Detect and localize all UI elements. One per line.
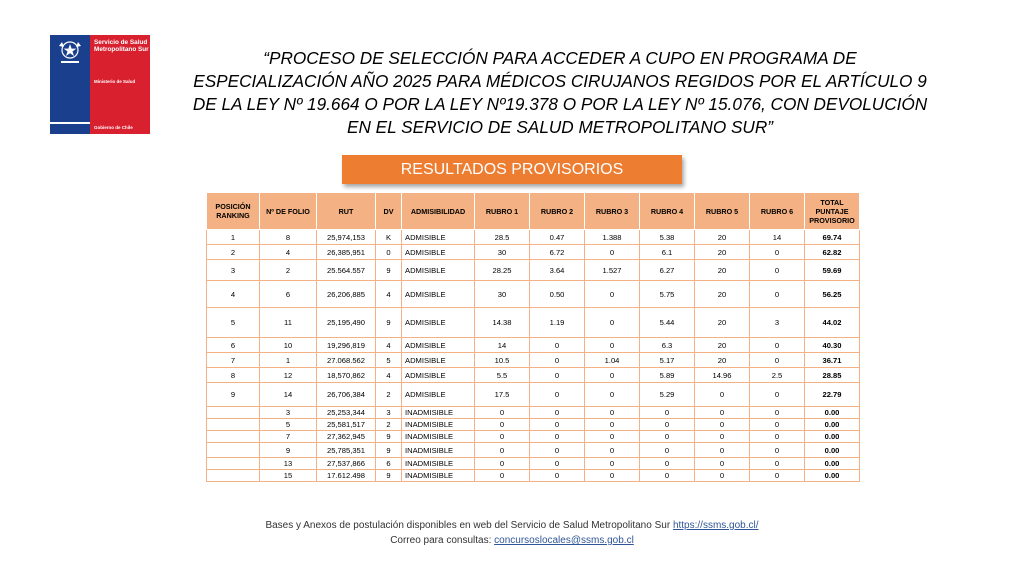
table-cell: 0 [750,383,805,407]
table-cell: 4 [376,338,402,353]
table-cell: 28.85 [805,368,860,383]
footer-contact [0,535,1024,546]
table-cell: INADMISIBLE [402,431,475,443]
table-cell: 26,206,885 [317,281,376,308]
table-cell: 9 [376,470,402,482]
table-cell: 0 [475,470,530,482]
table-cell: 3 [207,260,260,281]
results-banner: RESULTADOS PROVISORIOS [342,155,682,184]
table-cell: 27,537,866 [317,458,376,470]
column-header: ADMISIBILIDAD [402,193,475,230]
table-cell: ADMISIBLE [402,260,475,281]
table-cell: 9 [376,308,402,338]
table-cell: 0 [695,458,750,470]
table-cell: 3.64 [530,260,585,281]
table-cell: 0 [695,407,750,419]
table-cell: INADMISIBLE [402,470,475,482]
table-cell: 0 [750,419,805,431]
table-cell: 0 [640,470,695,482]
table-cell: ADMISIBLE [402,308,475,338]
table-cell: 0.00 [805,419,860,431]
footer-contact-text: Correo para consultas: [390,535,492,546]
table-header-row [207,193,860,230]
table-cell: 28.5 [475,230,530,245]
table-cell: 13 [260,458,317,470]
table-cell: 0 [750,260,805,281]
table-cell: 0 [585,470,640,482]
table-cell: ADMISIBLE [402,353,475,368]
table-cell: 25,785,351 [317,443,376,458]
table-cell: 8 [260,230,317,245]
table-cell: 9 [376,443,402,458]
table-cell: 0 [695,470,750,482]
table-cell: 0 [530,407,585,419]
table-cell: 0 [585,419,640,431]
table-cell: 0 [585,458,640,470]
footer-bases [0,520,1024,531]
coat-of-arms-icon [53,38,87,68]
table-cell: 5.5 [475,368,530,383]
table-cell: 0 [475,431,530,443]
table-cell: 15 [260,470,317,482]
table-cell: 14.38 [475,308,530,338]
table-cell: 10.5 [475,353,530,368]
table-cell: 0 [640,419,695,431]
table-cell: ADMISIBLE [402,383,475,407]
table-cell: 0.00 [805,458,860,470]
table-row [207,230,860,245]
table-cell: INADMISIBLE [402,443,475,458]
table-cell: 0.50 [530,281,585,308]
table-cell: ADMISIBLE [402,245,475,260]
table-row [207,383,860,407]
table-cell: 9 [376,431,402,443]
table-cell: 0 [530,470,585,482]
table-cell: ADMISIBLE [402,230,475,245]
table-cell: 3 [376,407,402,419]
table-cell: 0 [475,443,530,458]
logo-blue-panel [50,35,90,134]
table-cell: 40.30 [805,338,860,353]
table-cell: 14 [260,383,317,407]
table-cell: 14.96 [695,368,750,383]
table-cell: 0 [585,368,640,383]
table-cell: 62.82 [805,245,860,260]
table-cell: 0 [585,431,640,443]
table-cell: 0 [585,281,640,308]
column-header: RUBRO 5 [695,193,750,230]
ssms-logo [50,35,150,134]
logo-red-panel [90,35,150,134]
table-cell: 0 [585,407,640,419]
table-cell: 26,385,951 [317,245,376,260]
table-cell: 0.00 [805,407,860,419]
logo-ministry: Ministerio de Salud [94,79,136,84]
table-cell: 20 [695,353,750,368]
table-cell [207,419,260,431]
table-cell: 25,253,344 [317,407,376,419]
table-cell: 0 [585,308,640,338]
table-cell: 5.29 [640,383,695,407]
table-cell: 0.00 [805,431,860,443]
table-cell: INADMISIBLE [402,419,475,431]
table-cell: 4 [376,281,402,308]
table-cell: 5.44 [640,308,695,338]
table-cell: 0 [640,443,695,458]
table-cell: 3 [260,407,317,419]
table-cell: 9 [260,443,317,458]
table-cell: 0 [475,458,530,470]
table-cell: 25.564.557 [317,260,376,281]
table-cell: 6 [260,281,317,308]
table-cell: 0 [750,431,805,443]
contact-email-link[interactable]: concursoslocales@ssms.gob.cl [494,535,634,546]
table-cell: 0 [640,458,695,470]
table-cell: 10 [260,338,317,353]
table-cell: 0 [585,338,640,353]
table-cell: 0 [695,419,750,431]
table-cell [207,458,260,470]
table-row [207,407,860,419]
column-header: RUBRO 2 [530,193,585,230]
table-cell: 20 [695,338,750,353]
table-cell: 0 [750,443,805,458]
table-row [207,260,860,281]
table-cell: 69.74 [805,230,860,245]
table-cell: 0 [640,407,695,419]
table-cell: 27.068.562 [317,353,376,368]
table-cell: 0.00 [805,443,860,458]
table-cell [207,443,260,458]
table-cell: 14 [475,338,530,353]
table-cell: K [376,230,402,245]
table-cell: 0 [585,443,640,458]
table-cell: 20 [695,245,750,260]
table-cell: 1.19 [530,308,585,338]
bases-link[interactable]: https://ssms.gob.cl/ [672,520,759,531]
table-row [207,338,860,353]
table-cell: ADMISIBLE [402,338,475,353]
table-cell: 28.25 [475,260,530,281]
column-header: Nº DE FOLIO [260,193,317,230]
table-cell: 0 [695,431,750,443]
logo-blue-base [50,124,90,134]
table-cell: 0 [376,245,402,260]
table-cell: 30 [475,245,530,260]
table-cell: 7 [260,431,317,443]
table-cell: 44.02 [805,308,860,338]
table-cell: 1.04 [585,353,640,368]
table-cell: 59.69 [805,260,860,281]
table-cell: 0 [750,470,805,482]
table-cell: 17.612.498 [317,470,376,482]
column-header: RUBRO 1 [475,193,530,230]
table-cell: 11 [260,308,317,338]
table-row [207,368,860,383]
table-cell: 12 [260,368,317,383]
table-row [207,353,860,368]
footer-bases-text: Bases y Anexos de postulación disponibles en web del Servicio de Salud Metropolitano Sur [265,520,671,531]
column-header: POSICIÓN RANKING [207,193,260,230]
table-row [207,431,860,443]
column-header: RUT [317,193,376,230]
table-cell: 5.38 [640,230,695,245]
table-cell: 0 [640,431,695,443]
table-cell: 14 [750,230,805,245]
table-cell: 0 [695,443,750,458]
column-header: RUBRO 3 [585,193,640,230]
table-cell: 7 [207,353,260,368]
table-cell: 6 [376,458,402,470]
column-header: RUBRO 4 [640,193,695,230]
table-cell: 5 [260,419,317,431]
table-cell: 17.5 [475,383,530,407]
table-cell: 0 [750,353,805,368]
table-cell: 0 [585,245,640,260]
table-row [207,458,860,470]
table-cell: 0 [695,383,750,407]
table-cell: 20 [695,230,750,245]
table-cell: 0 [475,419,530,431]
table-cell: 56.25 [805,281,860,308]
table-cell: 6 [207,338,260,353]
table-cell: 0.47 [530,230,585,245]
column-header: DV [376,193,402,230]
table-cell: 30 [475,281,530,308]
column-header: TOTAL PUNTAJE PROVISORIO [805,193,860,230]
table-cell: 22.79 [805,383,860,407]
table-cell: 0 [750,281,805,308]
table-cell: 5.17 [640,353,695,368]
table-cell: 8 [207,368,260,383]
table-cell: 20 [695,260,750,281]
table-cell: 25,195,490 [317,308,376,338]
table-cell: 1 [260,353,317,368]
table-cell [207,431,260,443]
table-cell: 0 [530,353,585,368]
table-cell: 0 [530,368,585,383]
table-cell [207,407,260,419]
table-cell: 26,706,384 [317,383,376,407]
table-cell: 0 [475,407,530,419]
page-title: “PROCESO DE SELECCIÓN PARA ACCEDER A CUPO EN PROGRAMA DE ESPECIALIZACIÓN AÑO 2025 PARA MÉDICOS CIRUJANOS REGIDOS POR EL ARTÍCULO 9 DE LA LEY Nº 19.664 O POR LA LEY Nº19.378 O POR LA LEY Nº 15.076, CON DEVOLUCIÓN EN EL SERVICIO DE SALUD METROPOLITANO SUR” [192,48,928,137]
table-cell: 1.388 [585,230,640,245]
table-cell: 6.72 [530,245,585,260]
table-cell: 2 [207,245,260,260]
logo-government: Gobierno de Chile [94,125,133,130]
table-cell: 1.527 [585,260,640,281]
table-cell: 19,296,819 [317,338,376,353]
table-cell: 0 [585,383,640,407]
table-cell: 3 [750,308,805,338]
table-cell: 4 [260,245,317,260]
table-cell: 0 [530,443,585,458]
table-cell: 2 [260,260,317,281]
table-cell: 25,581,517 [317,419,376,431]
table-cell: 2.5 [750,368,805,383]
table-cell: 20 [695,308,750,338]
table-cell: 25,974,153 [317,230,376,245]
table-cell: 0 [530,431,585,443]
table-cell: 4 [207,281,260,308]
table-cell: 0 [530,458,585,470]
table-cell: ADMISIBLE [402,281,475,308]
table-cell: 0 [750,407,805,419]
table-cell: 27,362,945 [317,431,376,443]
table-row [207,419,860,431]
table-row [207,308,860,338]
table-cell: 0.00 [805,470,860,482]
table-cell: 0 [750,458,805,470]
table-cell: 2 [376,419,402,431]
results-table [206,192,860,482]
logo-service-name: Servicio de Salud Metropolitano Sur [94,39,149,53]
table-cell: 5.75 [640,281,695,308]
table-cell: 1 [207,230,260,245]
table-cell: 9 [207,383,260,407]
table-cell: 4 [376,368,402,383]
table-cell: 5 [376,353,402,368]
table-cell: 20 [695,281,750,308]
table-row [207,281,860,308]
table-cell: 6.1 [640,245,695,260]
table-row [207,470,860,482]
table-cell: 18,570,862 [317,368,376,383]
table-cell: 36.71 [805,353,860,368]
table-row [207,245,860,260]
table-cell: 0 [750,245,805,260]
table-cell: 5 [207,308,260,338]
table-cell [207,470,260,482]
table-cell: 0 [530,338,585,353]
table-cell: INADMISIBLE [402,407,475,419]
table-cell: INADMISIBLE [402,458,475,470]
table-cell: 0 [530,383,585,407]
table-cell: 6.3 [640,338,695,353]
table-cell: 6.27 [640,260,695,281]
table-cell: 5.89 [640,368,695,383]
table-row [207,443,860,458]
table-cell: 0 [530,419,585,431]
column-header: RUBRO 6 [750,193,805,230]
table-cell: 9 [376,260,402,281]
table-cell: ADMISIBLE [402,368,475,383]
table-cell: 2 [376,383,402,407]
table-cell: 0 [750,338,805,353]
